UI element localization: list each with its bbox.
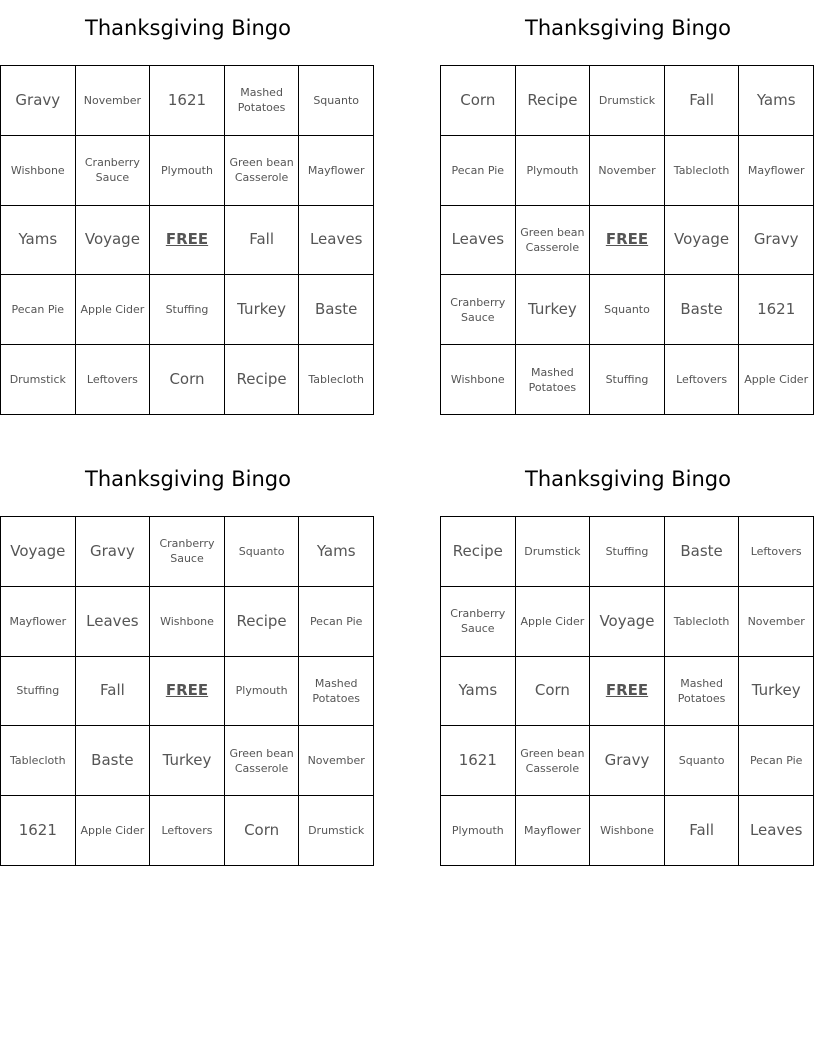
bingo-cell: Mashed Potatoes bbox=[225, 66, 300, 136]
bingo-cell: Cranberry Sauce bbox=[150, 517, 225, 587]
bingo-cell: Gravy bbox=[590, 726, 665, 796]
bingo-cell: Leftovers bbox=[150, 796, 225, 866]
bingo-cell: Tablecloth bbox=[665, 136, 740, 206]
bingo-cell: Corn bbox=[441, 66, 516, 136]
bingo-cell: Leftovers bbox=[739, 517, 814, 587]
bingo-cell: Tablecloth bbox=[299, 345, 374, 415]
bingo-cell: Baste bbox=[76, 726, 151, 796]
bingo-cell: Apple Cider bbox=[76, 275, 151, 345]
bingo-cell: Mayflower bbox=[516, 796, 591, 866]
bingo-cell: Corn bbox=[150, 345, 225, 415]
bingo-cell: Recipe bbox=[441, 517, 516, 587]
bingo-cell: Plymouth bbox=[516, 136, 591, 206]
bingo-cell: November bbox=[76, 66, 151, 136]
bingo-cell: Voyage bbox=[665, 206, 740, 276]
bingo-cell: 1621 bbox=[441, 726, 516, 796]
bingo-cell: Baste bbox=[665, 517, 740, 587]
bingo-cell: Pecan Pie bbox=[1, 275, 76, 345]
bingo-grid bbox=[0, 65, 374, 415]
bingo-cell: Leaves bbox=[739, 796, 814, 866]
bingo-cell: Fall bbox=[665, 66, 740, 136]
bingo-cell: November bbox=[590, 136, 665, 206]
bingo-cell: Yams bbox=[299, 517, 374, 587]
free-space: FREE bbox=[590, 657, 665, 727]
bingo-cell: Wishbone bbox=[590, 796, 665, 866]
bingo-cell: Mashed Potatoes bbox=[665, 657, 740, 727]
bingo-cell: Plymouth bbox=[225, 657, 300, 727]
bingo-cell: Gravy bbox=[739, 206, 814, 276]
bingo-cell: Voyage bbox=[590, 587, 665, 657]
bingo-cell: Fall bbox=[665, 796, 740, 866]
bingo-cell: November bbox=[739, 587, 814, 657]
bingo-cell: Turkey bbox=[225, 275, 300, 345]
bingo-cell: Wishbone bbox=[1, 136, 76, 206]
bingo-cell: Gravy bbox=[1, 66, 76, 136]
bingo-cell: Drumstick bbox=[1, 345, 76, 415]
bingo-cell: Tablecloth bbox=[665, 587, 740, 657]
bingo-cell: Drumstick bbox=[299, 796, 374, 866]
bingo-cell: Stuffing bbox=[590, 517, 665, 587]
bingo-cell: Mashed Potatoes bbox=[299, 657, 374, 727]
bingo-cell: Mashed Potatoes bbox=[516, 345, 591, 415]
bingo-cell: Leaves bbox=[299, 206, 374, 276]
bingo-cell: Green bean Casserole bbox=[225, 136, 300, 206]
bingo-cell: Pecan Pie bbox=[299, 587, 374, 657]
bingo-grid bbox=[440, 65, 814, 415]
bingo-cell: Squanto bbox=[225, 517, 300, 587]
bingo-cell: 1621 bbox=[1, 796, 76, 866]
bingo-cell: 1621 bbox=[739, 275, 814, 345]
bingo-cell: Fall bbox=[225, 206, 300, 276]
bingo-cell: Recipe bbox=[516, 66, 591, 136]
bingo-cell: Corn bbox=[516, 657, 591, 727]
bingo-cell: Yams bbox=[1, 206, 76, 276]
bingo-cell: Green bean Casserole bbox=[225, 726, 300, 796]
free-space: FREE bbox=[590, 206, 665, 276]
bingo-cell: Green bean Casserole bbox=[516, 726, 591, 796]
bingo-cell: Corn bbox=[225, 796, 300, 866]
free-space: FREE bbox=[150, 657, 225, 727]
bingo-cell: Squanto bbox=[590, 275, 665, 345]
bingo-cell: Stuffing bbox=[590, 345, 665, 415]
card-title: Thanksgiving Bingo bbox=[525, 467, 731, 491]
bingo-cell: Cranberry Sauce bbox=[441, 587, 516, 657]
card-title: Thanksgiving Bingo bbox=[85, 467, 291, 491]
bingo-cell: Stuffing bbox=[1, 657, 76, 727]
bingo-cell: Apple Cider bbox=[516, 587, 591, 657]
bingo-cell: Voyage bbox=[1, 517, 76, 587]
bingo-cell: Turkey bbox=[739, 657, 814, 727]
bingo-cell: Mayflower bbox=[739, 136, 814, 206]
bingo-cell: Cranberry Sauce bbox=[441, 275, 516, 345]
bingo-grid bbox=[440, 516, 814, 866]
bingo-cell: Leaves bbox=[441, 206, 516, 276]
bingo-cell: Yams bbox=[441, 657, 516, 727]
bingo-cell: Green bean Casserole bbox=[516, 206, 591, 276]
bingo-cell: Leaves bbox=[76, 587, 151, 657]
bingo-cell: Fall bbox=[76, 657, 151, 727]
bingo-cell: Squanto bbox=[299, 66, 374, 136]
bingo-cell: Apple Cider bbox=[739, 345, 814, 415]
bingo-cell: Pecan Pie bbox=[441, 136, 516, 206]
bingo-cell: Gravy bbox=[76, 517, 151, 587]
bingo-cell: Tablecloth bbox=[1, 726, 76, 796]
bingo-cell: Leftovers bbox=[665, 345, 740, 415]
bingo-cell: Baste bbox=[665, 275, 740, 345]
card-title: Thanksgiving Bingo bbox=[85, 16, 291, 40]
bingo-cell: Squanto bbox=[665, 726, 740, 796]
bingo-cell: Drumstick bbox=[590, 66, 665, 136]
bingo-cell: Mayflower bbox=[1, 587, 76, 657]
bingo-cell: Yams bbox=[739, 66, 814, 136]
card-title: Thanksgiving Bingo bbox=[525, 16, 731, 40]
bingo-cell: Wishbone bbox=[150, 587, 225, 657]
bingo-cell: Plymouth bbox=[150, 136, 225, 206]
bingo-cell: Recipe bbox=[225, 587, 300, 657]
free-space: FREE bbox=[150, 206, 225, 276]
bingo-cell: Leftovers bbox=[76, 345, 151, 415]
bingo-cell: 1621 bbox=[150, 66, 225, 136]
bingo-cell: Turkey bbox=[516, 275, 591, 345]
bingo-cell: Voyage bbox=[76, 206, 151, 276]
bingo-cell: Wishbone bbox=[441, 345, 516, 415]
bingo-cell: Recipe bbox=[225, 345, 300, 415]
bingo-cell: November bbox=[299, 726, 374, 796]
bingo-cell: Drumstick bbox=[516, 517, 591, 587]
bingo-grid bbox=[0, 516, 374, 866]
bingo-cell: Baste bbox=[299, 275, 374, 345]
bingo-cell: Pecan Pie bbox=[739, 726, 814, 796]
bingo-cell: Stuffing bbox=[150, 275, 225, 345]
bingo-cell: Apple Cider bbox=[76, 796, 151, 866]
bingo-cell: Plymouth bbox=[441, 796, 516, 866]
bingo-cell: Turkey bbox=[150, 726, 225, 796]
bingo-cell: Mayflower bbox=[299, 136, 374, 206]
bingo-cell: Cranberry Sauce bbox=[76, 136, 151, 206]
